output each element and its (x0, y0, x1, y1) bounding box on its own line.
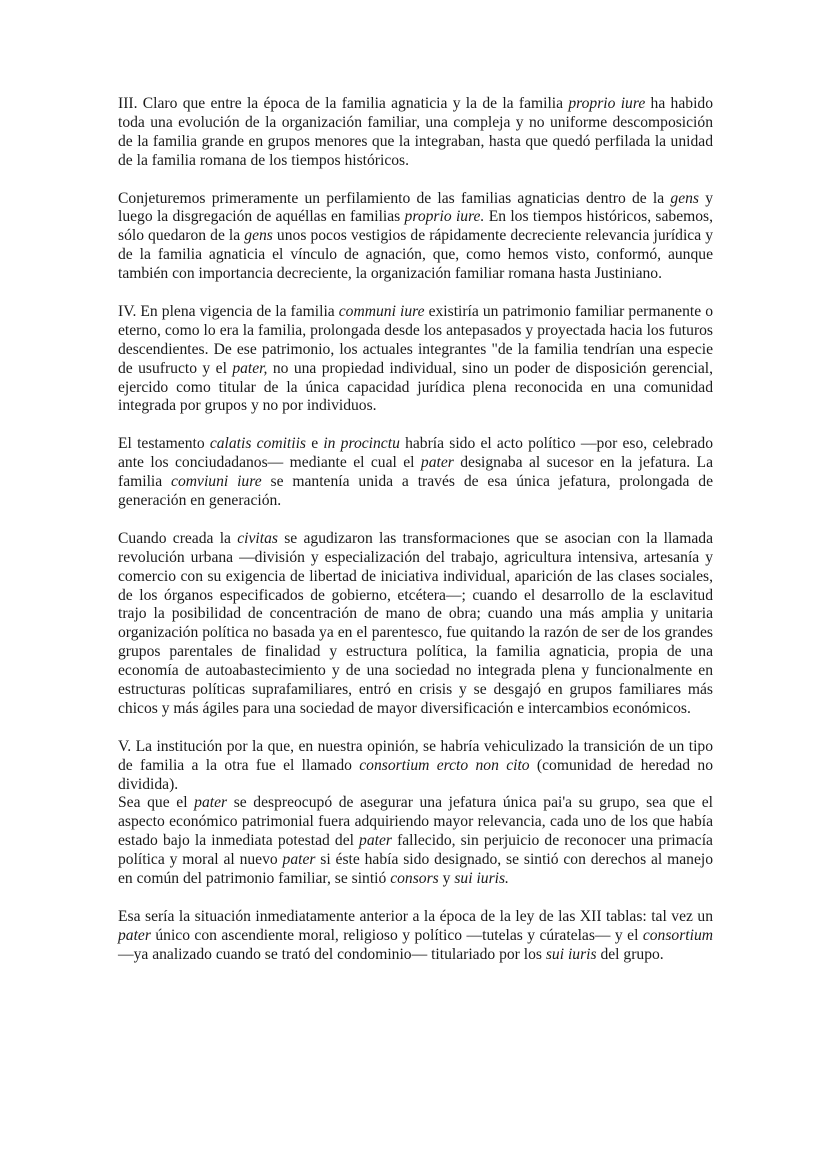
text-run: designaba al sucesor en la jefatura. La familia (118, 454, 713, 491)
text-run: Cuando creada la (118, 529, 238, 547)
text-run: y luego la disgregación de aquéllas en familias (118, 189, 713, 226)
italic-term: civitas (237, 529, 278, 547)
italic-term: pater (282, 851, 316, 869)
text-run: Esa sería la situación inmediatamente anterior a la época de la ley de las XII tablas: tal vez un (118, 907, 713, 925)
italic-term: proprio iure (568, 95, 646, 112)
italic-term: communi iure (338, 302, 425, 320)
paragraph-section-iii (118, 95, 713, 171)
paragraph-section-iv (118, 303, 713, 416)
paragraph-section-v (118, 738, 713, 795)
paragraph-xii-tablas (118, 908, 713, 965)
text-run: En los tiempos históricos, sabemos, sólo quedaron de la (118, 208, 714, 245)
italic-term: gens (244, 227, 273, 245)
text-run: —ya analizado cuando se trató del condominio— titulariado por los (118, 945, 546, 963)
text-run: si éste había sido designado, se sintió con derechos al manejo en común del patrimonio familiar, se sintió (118, 851, 713, 888)
text-run: no una propiedad individual, sino un poder de disposición gerencial, ejercido como titular de la única capacidad jurídica plena reconocida en una comunidad integrada por grupos y no por individuos. (118, 359, 713, 415)
italic-term: sui iuris (545, 945, 597, 963)
document-page (118, 95, 713, 983)
paragraph-testamento (118, 435, 713, 511)
italic-term: gens (670, 189, 699, 207)
text-run: (comunidad de heredad no dividida). (118, 756, 713, 793)
text-run: ha habido toda una evolución de la organización familiar, una compleja y no uniforme descomposición de la familia grande en grupos menores que la integraban, hasta que quedó perfilada la unidad de la familia romana de los tiempos históricos. (118, 95, 714, 169)
italic-term: consortium (642, 926, 713, 944)
text-run: IV. En plena vigencia de la familia (118, 302, 339, 320)
text-run: V. La institución por la que, en nuestra opinión, se habría vehiculizado la transición de un tipo de familia a la otra fue el llamado (118, 737, 713, 774)
text-run: habría sido el acto político —por eso, celebrado ante los conciudadanos— mediante el cual el (118, 435, 714, 472)
italic-term: calatis comitiis (209, 435, 306, 453)
italic-term: pater, (232, 359, 268, 377)
italic-term: in procinctu (323, 435, 400, 453)
italic-term: pater (359, 832, 392, 850)
italic-term: pater (118, 926, 151, 944)
text-run: unos pocos vestigios de rápidamente decreciente relevancia jurídica y de la familia agnaticia el vínculo de agnación, que, como hemos visto, conformó, aunque también con importancia decreciente, la organización familiar romana hasta Justiniano. (118, 227, 713, 283)
text-run: El testamento (118, 435, 210, 453)
text-run: y (438, 870, 455, 888)
text-run: Conjeturemos primeramente un perfilamiento de las familias agnaticias dentro de la (118, 189, 671, 207)
text-run: Sea que el (118, 794, 195, 812)
italic-term: consortium ercto non cito (359, 756, 530, 774)
italic-term: comviuni iure (171, 473, 262, 491)
italic-term: proprio iure. (404, 208, 485, 226)
text-run: se agudizaron las transformaciones que se asocian con la llamada revolución urbana —división y especialización del trabajo, agricultura intensiva, artesanía y comercio con su exigencia de libertad de iniciativa individual, aparición de las clases sociales, de los órganos especificados de gobierno, etcétera—; cuando el desarrollo de la esclavitud trajo la posibilidad de concentración de mano de obra; cuando una más amplia y unitaria organización política no basada ya en el parentesco, fue quitando la razón de ser de los grandes grupos parentales de finalidad y estructura política, la familia agnaticia, propia de una economía de autoabastecimiento y de una sociedad no integrada plena y funcionalmente en estructuras políticas suprafamiliares, entró en crisis y se desgajó en grupos familiares más chicos y más ágiles para una sociedad de mayor diversificación e intercambios económicos. (118, 529, 713, 717)
paragraph-civitas (118, 530, 713, 719)
text-run: del grupo. (596, 945, 664, 963)
text-run: existiría un patrimonio familiar permanente o eterno, como lo era la familia, prolongada desde los antepasados y proyectada hacia los futuros descendientes. De ese patrimonio, los actuales integrantes "de la familia tendrían una especie de usufructo y el (118, 302, 713, 377)
italic-term: sui iuris. (454, 870, 509, 888)
paragraph-conjeturemos (118, 190, 713, 285)
italic-term: pater (194, 794, 228, 812)
text-run: se mantenía unida a través de esa única jefatura, prolongada de generación en generación. (118, 473, 713, 509)
text-run: fallecido, sin perjuicio de reconocer una primacía política y moral al nuevo (118, 832, 713, 869)
text-run: único con ascendiente moral, religioso y político —tutelas y cúratelas— y el (150, 926, 643, 944)
text-run: e (306, 435, 324, 453)
text-run: III. Claro que entre la época de la familia agnaticia y la de la familia (118, 95, 569, 112)
italic-term: pater (420, 454, 454, 472)
italic-term: consors (390, 870, 439, 888)
text-run: se despreocupó de asegurar una jefatura única pai'a su grupo, sea que el aspecto económico patrimonial fuera adquiriendo mayor relevancia, cada uno de los que había estado bajo la inmediata potestad del (118, 794, 713, 850)
paragraph-pater-consors (118, 794, 713, 889)
